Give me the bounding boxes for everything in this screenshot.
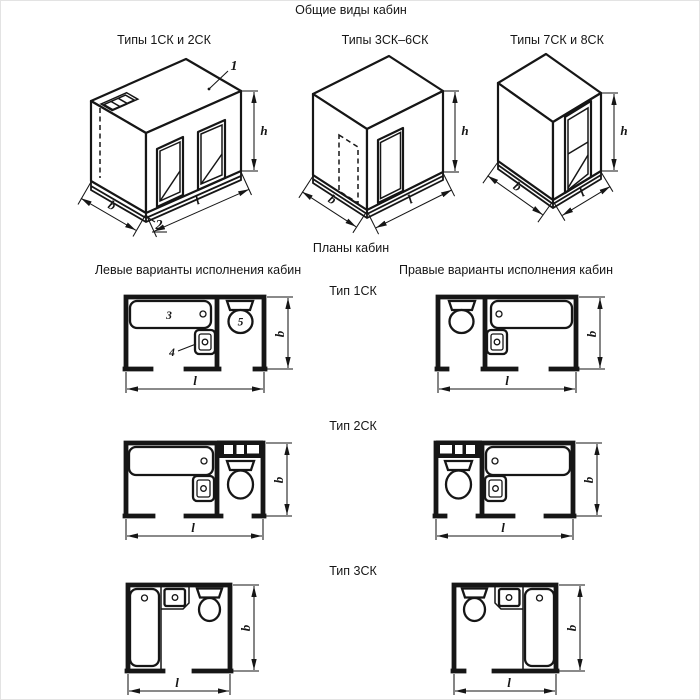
dim-l [454,674,556,695]
toilet [227,461,254,499]
washbasin [487,330,507,354]
svg-text:l: l [507,675,511,690]
plan-type3-left [101,576,281,700]
bathtub [130,589,159,666]
dim-h [241,91,268,171]
svg-text:b: b [238,624,253,632]
dim-l [126,372,264,393]
toilet [449,301,475,333]
dim-l [438,372,576,393]
plan-type2-left [96,426,306,556]
plan-type1-left [101,281,301,401]
svg-text:5: 5 [237,316,244,329]
plans-title: Планы кабин [312,241,390,255]
svg-text:b: b [510,178,525,195]
view-label-type1-2: Типы 1СК и 2СК [117,33,211,47]
plans-right-header: Правые варианты исполнения кабин [398,263,614,277]
bathtub [129,447,213,475]
svg-text:b: b [584,330,599,338]
svg-text:b: b [581,476,596,484]
toilet [445,461,472,499]
callout-2 [147,217,167,233]
plan-type1-right [413,281,613,401]
dim-h [601,93,628,171]
svg-text:h: h [620,123,628,138]
svg-text:1: 1 [230,59,238,74]
svg-text:l: l [175,675,179,690]
plan-row-label-3: Тип 3СК [329,564,377,578]
iso-view-type3-6 [286,51,481,236]
svg-text:3: 3 [166,310,172,322]
svg-text:l: l [193,373,197,388]
drawing-title: Общие виды кабин [295,3,407,17]
dim-b [579,297,605,369]
washbasin [168,330,215,359]
plan-row-label-2: Тип 2СК [329,419,377,433]
bathtub [130,301,211,328]
bathtub [491,301,572,328]
dim-h [443,91,469,172]
svg-text:h: h [260,123,268,138]
dim-l [126,519,263,540]
toilet [462,589,487,622]
dim-b [233,585,259,671]
dim-b [266,443,292,516]
svg-text:b: b [271,476,286,484]
toilet [227,301,253,333]
dim-l [128,674,230,695]
bathtub [525,589,554,666]
view-label-type3-6: Типы 3СК–6СК [341,33,429,47]
svg-text:h: h [461,123,469,138]
washbasin [165,589,186,606]
svg-text:l: l [501,520,505,535]
svg-text:4: 4 [169,347,175,359]
svg-text:b: b [564,624,579,632]
svg-text:l: l [191,520,195,535]
vent-block [217,441,263,459]
dim-l [436,519,573,540]
svg-text:2: 2 [155,218,163,233]
plans-left-header: Левые варианты исполнения кабин [94,263,302,277]
iso-view-type1-2 [61,51,291,251]
svg-text:b: b [325,191,340,208]
dim-b [559,585,585,671]
washbasin [499,589,520,606]
svg-text:b: b [272,330,287,338]
bathtub [486,447,570,475]
dim-b [576,443,602,516]
svg-text:l: l [404,191,415,207]
plan-row-label-1: Тип 1СК [329,284,377,298]
svg-text:b: b [105,196,119,214]
svg-text:l: l [505,373,509,388]
washbasin [193,476,214,501]
toilet [197,589,222,622]
vent-block [436,441,482,459]
svg-text:l: l [192,192,202,208]
plan-type3-right [427,576,607,700]
dim-b [267,297,293,369]
svg-text:l: l [576,184,588,200]
plan-type2-right [406,426,616,556]
washbasin [485,476,506,501]
view-label-type7-8: Типы 7СК и 8СК [510,33,604,47]
iso-view-type7-8 [471,51,656,236]
